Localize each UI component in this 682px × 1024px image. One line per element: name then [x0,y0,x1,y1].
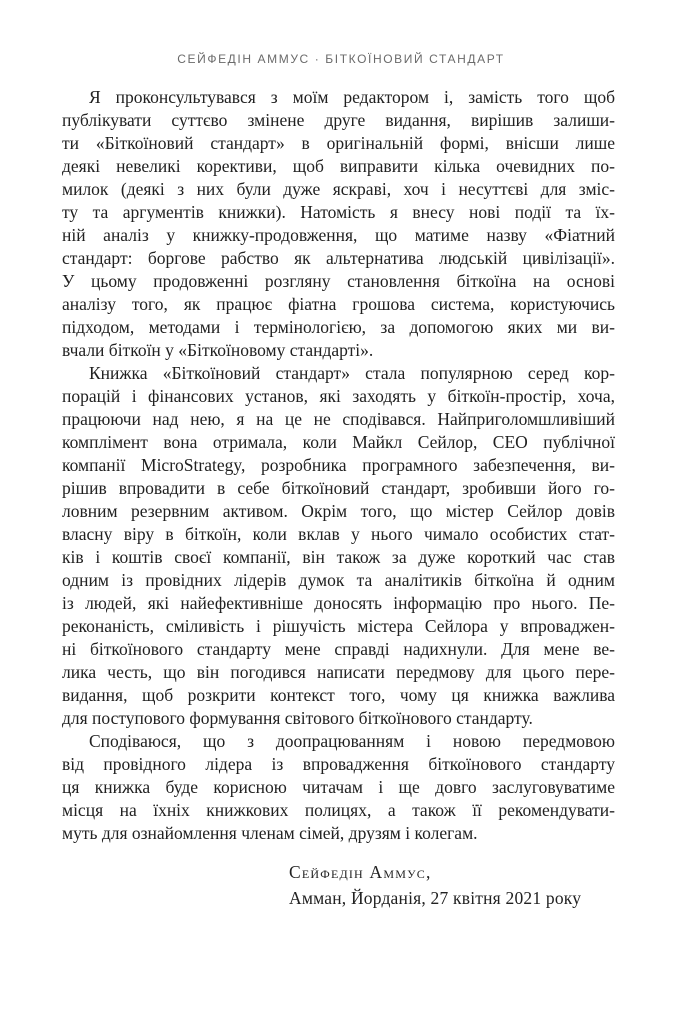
text-line: від провідного лідера із впровадження біткоїнового стандарту [62,754,615,774]
text-line: працюючи над нею, я на це не сподівався. Найприголомшливіший [62,409,615,429]
text-line: для поступового формування світового біткоїнового стандарту. [62,708,533,728]
text-line: публікувати суттєво змінене друге видання, вирішив залиши- [62,110,615,130]
text-line: ловним резервним активом. Окрім того, що містер Сейлор довів [62,501,615,521]
text-line: ній аналіз у книжку-продовження, що матиме назву «Фіатний [62,225,615,245]
text-line: Я проконсультувався з моїм редактором і, замість того щоб [89,87,615,107]
paragraph [62,86,615,362]
text-line: ків і коштів своєї компанії, він також за дуже короткий час став [62,547,615,567]
text-line: підходом, методами і термінологією, за допомогою яких ми ви- [62,317,615,337]
paragraph [62,730,615,845]
text-line: ту та аргументів книжки). Натомість я внесу нові події та їх- [62,202,615,222]
signature-author-name: Сейфедін Аммус, [289,862,432,882]
text-line: рішив впровадити в себе біткоїновий стандарт, зробивши його го- [62,478,615,498]
text-line: лика честь, що він погодився написати передмову для цього пере- [62,662,615,682]
text-line: аналізу того, як працює фіатна грошова система, користуючись [62,294,615,314]
text-line: комплімент вона отримала, коли Майкл Сейлор, CEO публічної [62,432,615,452]
text-line: ця книжка буде корисною читачам і ще довго заслуговуватиме [62,777,615,797]
text-line: милок (деякі з них були дуже яскраві, хоч і несуттєві для зміс- [62,179,615,199]
text-line: муть для ознайомлення членам сімей, друзям і колегам. [62,823,478,843]
text-line: компанії MicroStrategy, розробника програмного забезпечення, ви- [62,455,615,475]
paragraph [62,362,615,730]
text-line: деякі невеликі корективи, щоб виправити кілька очевидних по- [62,156,615,176]
running-head: СЕЙФЕДІН АММУС · БІТКОЇНОВИЙ СТАНДАРТ [177,52,505,66]
text-line: У цьому продовженні розгляну становлення біткоїна на основі [62,271,615,291]
text-line: власну віру в біткоїн, коли вклав у нього чимало особистих стат- [62,524,615,544]
text-line: реконаність, сміливість і рішучість містера Сейлора у впроваджен- [62,616,615,636]
text-line: одним із провідних лідерів думок та аналітиків біткоїна й одним [62,570,615,590]
text-line: Сподіваюся, що з доопрацюванням і новою передмовою [89,731,615,751]
page-body-text [62,86,615,845]
text-line: видання, щоб розкрити контекст того, чому ця книжка важлива [62,685,615,705]
text-line: вчали біткоїн у «Біткоїновому стандарті». [62,340,374,360]
signature-place-date: Амман, Йорданія, 27 квітня 2021 року [289,888,582,908]
text-line: порацій і фінансових установ, які заходять у біткоїн-простір, хоча, [62,386,615,406]
text-line: стандарт: боргове рабство як альтернатива людській цивілізації». [62,248,615,268]
text-line: ти «Біткоїновий стандарт» в оригінальній формі, внісши лише [62,133,615,153]
text-line: місця на їхніх книжкових полицях, а також її рекомендувати- [62,800,615,820]
text-line: ні біткоїнового стандарту мене справді надихнули. Для мене ве- [62,639,615,659]
text-line: Книжка «Біткоїновий стандарт» стала популярною серед кор- [89,363,615,383]
text-line: із людей, які найефективніше доносять інформацію про нього. Пе- [62,593,615,613]
signature-block [289,859,581,911]
